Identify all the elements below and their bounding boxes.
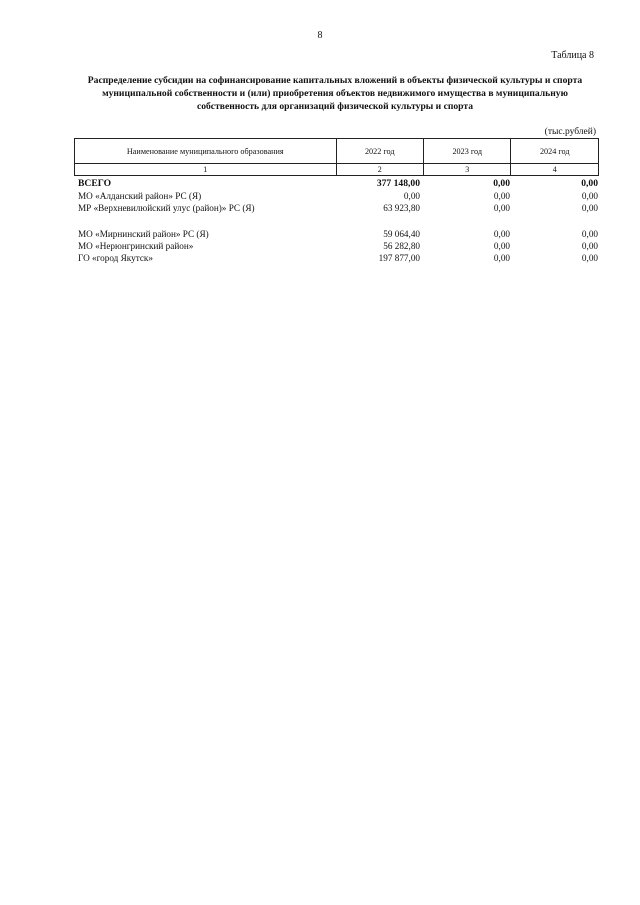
document-title xyxy=(70,74,600,113)
row-2023: 0,00 xyxy=(493,229,510,239)
table-row xyxy=(78,228,598,240)
title-line-2: муниципальной собственности и (или) приобретения объектов недвижимого имущества в муниципальную xyxy=(102,88,568,99)
total-row xyxy=(78,178,598,190)
table-label: Таблица 8 xyxy=(551,50,594,61)
column-number: 1 xyxy=(75,164,337,176)
header-year-2023: 2023 год xyxy=(424,139,511,164)
row-2023: 0,00 xyxy=(493,191,510,201)
column-number-row xyxy=(75,164,599,176)
table-row xyxy=(78,202,598,214)
row-name: МО «Мирнинский район» РС (Я) xyxy=(78,229,209,239)
header-year-2024: 2024 год xyxy=(511,139,599,164)
total-2023: 0,00 xyxy=(493,178,510,189)
table-header xyxy=(74,138,599,176)
column-number: 3 xyxy=(424,164,511,176)
row-2023: 0,00 xyxy=(493,203,510,213)
row-2022: 59 064,40 xyxy=(383,229,420,239)
row-2024: 0,00 xyxy=(581,191,598,201)
row-2022: 0,00 xyxy=(403,191,420,201)
table-row xyxy=(78,252,598,264)
header-row xyxy=(75,139,599,164)
total-2022: 377 148,00 xyxy=(376,178,420,189)
column-number: 2 xyxy=(336,164,423,176)
title-line-3: собственность для организаций физической культуры и спорта xyxy=(196,101,474,112)
total-name: ВСЕГО xyxy=(78,178,112,189)
row-2024: 0,00 xyxy=(581,253,598,263)
header-year-2022: 2022 год xyxy=(336,139,423,164)
column-number: 4 xyxy=(511,164,599,176)
row-name: МО «Алданский район» РС (Я) xyxy=(78,191,202,201)
table-row xyxy=(78,190,598,202)
row-2024: 0,00 xyxy=(581,229,598,239)
row-2022: 197 877,00 xyxy=(378,253,420,263)
units-label: (тыс.рублей) xyxy=(544,127,596,137)
total-2024: 0,00 xyxy=(581,178,598,189)
row-2023: 0,00 xyxy=(493,253,510,263)
row-name: МР «Верхневилюйский улус (район)» РС (Я) xyxy=(78,203,255,213)
table-row xyxy=(78,240,598,252)
row-2024: 0,00 xyxy=(581,203,598,213)
row-2024: 0,00 xyxy=(581,241,598,251)
data-table xyxy=(78,178,598,264)
row-2023: 0,00 xyxy=(493,241,510,251)
row-spacer xyxy=(78,214,598,228)
page-number: 8 xyxy=(317,30,323,41)
row-name: МО «Нерюнгринский район» xyxy=(78,241,194,251)
row-2022: 56 282,80 xyxy=(383,241,420,251)
header-municipality: Наименование муниципального образования xyxy=(75,139,337,164)
row-name: ГО «город Якутск» xyxy=(78,253,153,263)
title-line-1: Распределение субсидии на софинансирование капитальных вложений в объекты физической культуры и спорта xyxy=(87,75,583,86)
row-2022: 63 923,80 xyxy=(383,203,420,213)
